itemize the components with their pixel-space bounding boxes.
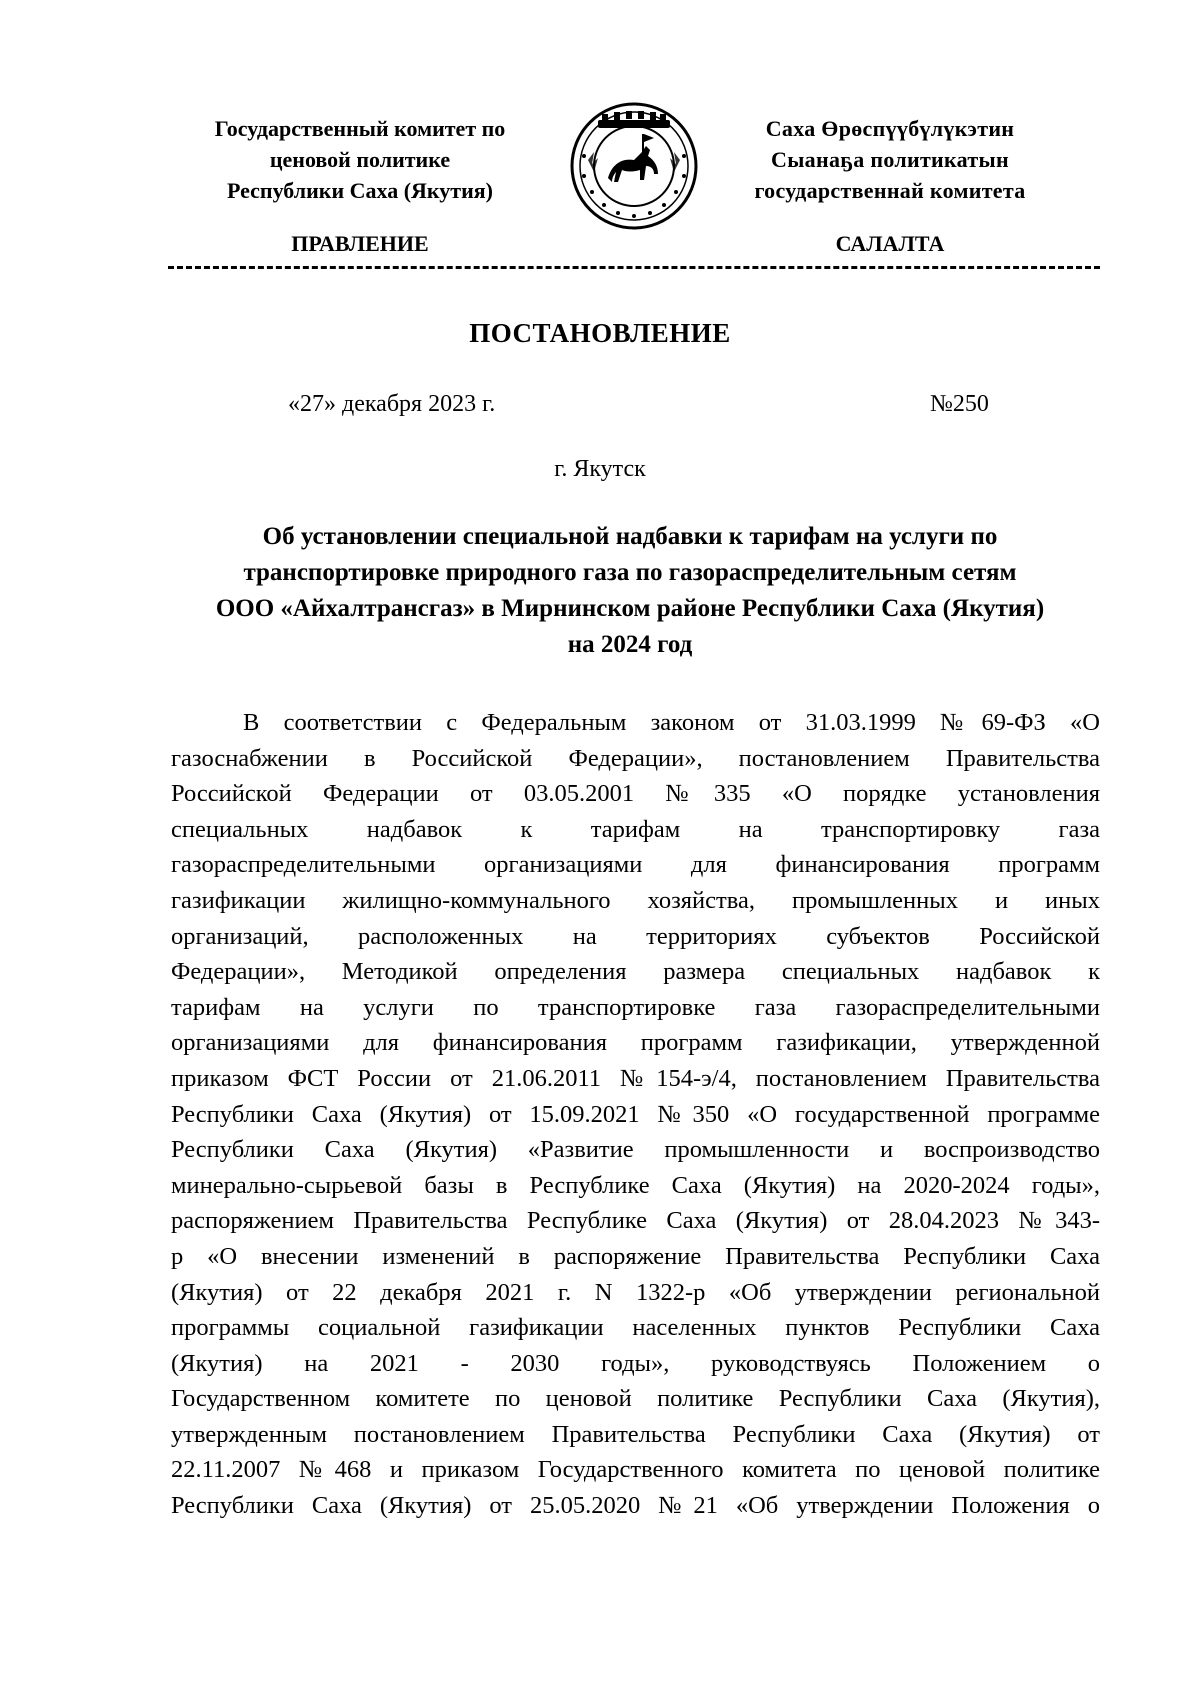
body-line: приказом ФСТ России от 21.06.2011 №154-э/4, постановлением Правительства	[171, 1064, 1100, 1092]
yakutia-coat-of-arms-icon	[568, 100, 700, 232]
header-left-org	[170, 113, 550, 206]
dashed-divider	[168, 266, 1100, 269]
body-line: Российской Федерации от 03.05.2001 №335 «О порядке установления	[171, 780, 1100, 808]
body-line: Республики Саха (Якутия) от 15.09.2021 №350 «О государственной программе	[171, 1100, 1100, 1128]
body-line: 22.11.2007 №468 и приказом Государственного комитета по ценовой политике	[171, 1456, 1100, 1484]
body-line: газификации жилищно-коммунального хозяйства, промышленных и иных	[171, 886, 1100, 914]
body-line: Республики Саха (Якутия) «Развитие промышленности и воспроизводство	[171, 1136, 1100, 1164]
body-line: тарифам на услуги по транспортировке газа газораспределительными	[171, 993, 1100, 1021]
subject-line: на 2024 год	[567, 631, 693, 658]
document-subject	[160, 519, 1100, 663]
document-title: ПОСТАНОВЛЕНИЕ	[469, 318, 731, 348]
body-line: Республики Саха (Якутия) от 25.05.2020 №21 «Об утверждении Положения о	[171, 1492, 1100, 1520]
subject-line: ООО «Айхалтрансгаз» в Мирнинском районе Республики Саха (Якутия)	[215, 595, 1045, 622]
body-line: В соответствии с Федеральным законом от 31.03.1999 №69-ФЗ «О	[243, 709, 1100, 736]
body-line: минерально-сырьевой базы в Республике Саха (Якутия) на 2020-2024 годы»,	[171, 1171, 1100, 1199]
header-right-line: Сыанаҕа политикатын	[771, 147, 1009, 172]
header-right-org	[700, 113, 1080, 206]
body-line: организаций, расположенных на территориях субъектов Российской	[171, 922, 1100, 950]
body-line: (Якутия) на 2021 - 2030 годы», руководствуясь Положением о	[171, 1349, 1100, 1377]
body-line: р «О внесении изменений в распоряжение Правительства Республики Саха	[171, 1242, 1100, 1270]
document-body	[171, 705, 1100, 1524]
header-right-sub: САЛАЛТА	[835, 231, 945, 256]
header-left-line: ценовой политике	[269, 147, 451, 172]
body-line: программы социальной газификации населенных пунктов Республики Саха	[171, 1314, 1100, 1342]
document-number: №250	[930, 391, 989, 417]
body-line: (Якутия) от 22 декабря 2021 г. N 1322-р «Об утверждении региональной	[171, 1278, 1100, 1306]
body-line: газоснабжении в Российской Федерации», постановлением Правительства	[171, 744, 1100, 772]
header-left-line: Государственный комитет по	[214, 116, 506, 141]
document-city: г. Якутск	[554, 456, 646, 482]
body-line: распоряжением Правительства Республике Саха (Якутия) от 28.04.2023 №343-	[171, 1207, 1100, 1235]
header-right-line: Саха Өрөспүүбүлүкэтин	[765, 116, 1015, 141]
header-right-line: государственнай комитета	[754, 178, 1026, 203]
body-line: утвержденным постановлением Правительства Республики Саха (Якутия) от	[171, 1420, 1100, 1448]
header-left-sub: ПРАВЛЕНИЕ	[291, 231, 429, 256]
body-line: организациями для финансирования программ газификации, утвержденной	[171, 1029, 1100, 1057]
body-line: специальных надбавок к тарифам на транспортировку газа	[171, 815, 1100, 843]
subject-line: Об установлении специальной надбавки к тарифам на услуги по	[262, 523, 998, 550]
body-line: газораспределительными организациями для финансирования программ	[171, 851, 1100, 879]
body-line: Федерации», Методикой определения размера специальных надбавок к	[171, 958, 1100, 986]
document-date: «27» декабря 2023 г.	[288, 391, 496, 417]
subject-line: транспортировке природного газа по газораспределительным сетям	[243, 559, 1017, 586]
header-left-line: Республики Саха (Якутия)	[226, 178, 494, 203]
body-line: Государственном комитете по ценовой политике Республики Саха (Якутия),	[171, 1385, 1100, 1413]
